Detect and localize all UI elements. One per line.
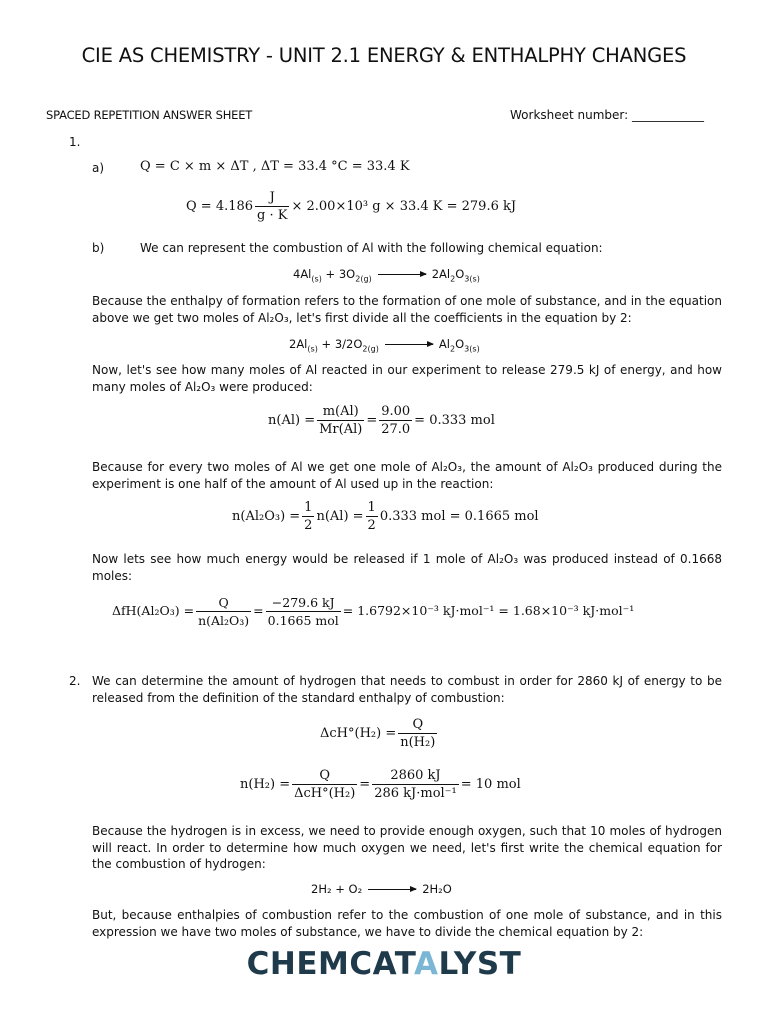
part-b-intro: We can represent the combustion of Al with the following chemical equation: [140,241,603,255]
reaction-arrow [378,274,426,275]
part-a-label: a) [92,161,105,175]
answer-sheet-heading: SPACED REPETITION ANSWER SHEET [46,108,253,122]
reaction-arrow [385,344,433,345]
reaction-halved-al: $2Al_{(s)} + 3/2O_{2(g)}$ $Al_2O_{3(s)}$ [289,337,480,354]
paragraph-energy-per-mole: Now lets see how much energy would be released if 1 mole of Al₂O₃ was produced instead of 0.1668 moles: [92,552,722,583]
moles-hydrogen-equation: n(H₂) = $\frac{Q}{\text{ΔcH°(H₂)}}$ = $\frac{2860 kJ}{\text{286 kJ·mol⁻¹}}$ = 10 mol [240,768,521,801]
reaction-arrow [368,889,416,890]
heat-formula: Q = C × m × ΔT , ΔT = 33.4 °C = 33.4 K [140,159,410,174]
worksheet-number-field: Worksheet number: ____________ [510,108,705,122]
part-b-label: b) [92,241,105,255]
reaction-hydrogen-combustion: 2H₂ + O₂ 2H₂O [311,882,452,896]
combustion-enthalpy-definition: ΔcH°(H₂) = $\frac{Q}{\text{n(H₂)}}$ [320,717,436,750]
heat-calculation: Q = 4.186 $\frac{J}{g \cdot K}$ × 2.00×10³ g × 33.4 K = 279.6 kJ [186,190,517,223]
paragraph-divide-equation: But, because enthalpies of combustion refer to the combustion of one mole of substance, and in this expression we have two moles of substance, we have to divide the chemical equation by 2: [92,908,722,939]
enthalpy-formation-equation: ΔfH(Al₂O₃) = $\frac{Q}{\text{n(Al₂O₃)}}$ = $\frac{-279.6 kJ}{\text{0.1665 mol}}$ = 1.6792×10⁻³ kJ·mol⁻¹ = 1.68×10⁻³ kJ·mol⁻¹ [112,595,635,628]
moles-al-equation: n(Al) = $\frac{m(Al)}{Mr(Al)}$ = $\frac{9.00}{27.0}$ = 0.333 mol [268,404,495,437]
reaction-combustion-al: $4Al_{(s)} + 3O_{2(g)}$ $2Al_2O_{3(s)}$ [293,267,480,284]
page-title: CIE AS CHEMISTRY - UNIT 2.1 ENERGY & ENTHALPHY CHANGES [81,44,687,67]
question-2-number: 2. [69,674,81,688]
question-1-number: 1. [69,135,81,149]
paragraph-enthalpy-formation: Because the enthalpy of formation refers to the formation of one mole of substance, and in the equation above we get two moles of Al₂O₃, let's first divide all the coefficients in the equation by 2: [92,294,722,325]
paragraph-moles-al: Now, let's see how many moles of Al reacted in our experiment to release 279.5 kJ of energy, and how many moles of Al₂O₃ were produced: [92,363,722,394]
paragraph-oxygen-needed: Because the hydrogen is in excess, we need to provide enough oxygen, such that 10 moles of hydrogen will react. In order to determine how much oxygen we need, let's first write the chemical equation for the combustion of hydrogen: [92,824,722,871]
paragraph-ratio: Because for every two moles of Al we get one mole of Al₂O₃, the amount of Al₂O₃ produced during the experiment is one half of the amount of Al used up in the reaction: [92,460,722,491]
paragraph-hydrogen-intro: We can determine the amount of hydrogen that needs to combust in order for 2860 kJ of energy to be released from the definition of the standard enthalpy of combustion: [92,674,722,705]
chemcatalyst-logo: CHEMCATALYST [246,946,522,982]
moles-al2o3-equation: n(Al₂O₃) = $\frac{1}{2}$ n(Al) = $\frac{1}{2}$ 0.333 mol = 0.1665 mol [232,500,539,533]
